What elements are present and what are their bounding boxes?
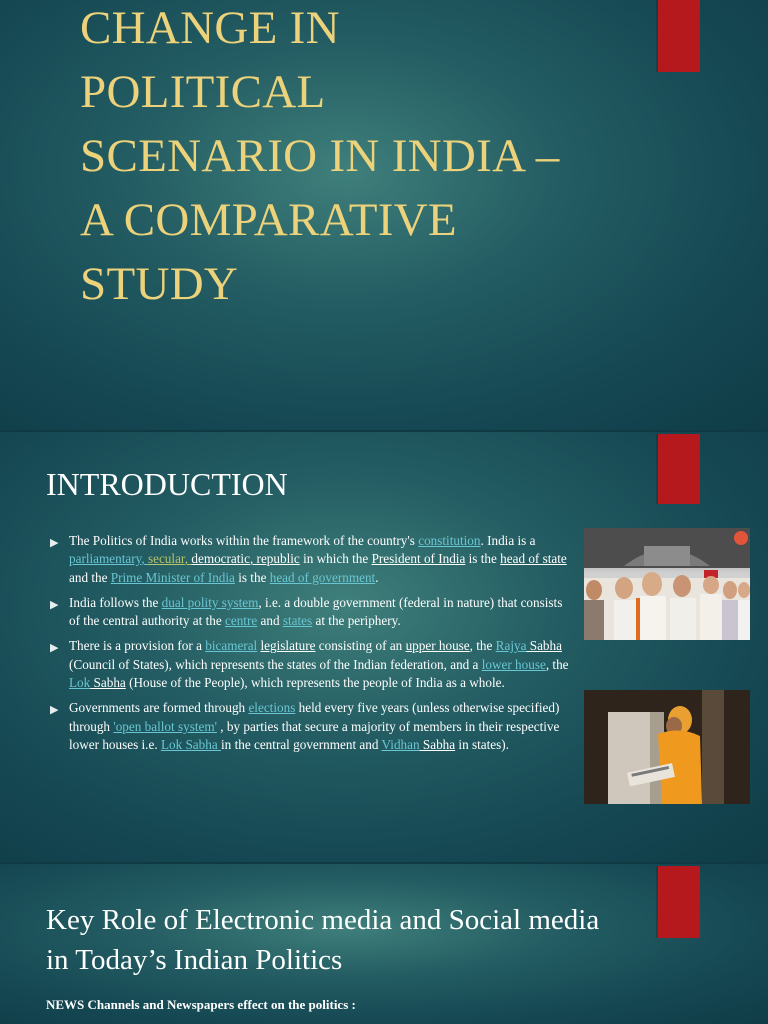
text: in the central government and xyxy=(221,736,382,752)
text: at the periphery. xyxy=(312,613,401,629)
link-upper-house[interactable]: upper house xyxy=(405,638,470,654)
text: and the xyxy=(69,569,111,585)
link-president[interactable]: President of India xyxy=(371,551,466,567)
link-sabha[interactable]: Sabha xyxy=(419,736,456,752)
bullet-arrow-icon: ▶ xyxy=(50,537,59,549)
link-sabha[interactable]: Sabha xyxy=(90,675,126,691)
link-rajya[interactable]: Rajya xyxy=(495,638,527,654)
text: , the xyxy=(469,638,496,654)
link-secular[interactable]: secular xyxy=(147,551,185,567)
title-line: STUDY xyxy=(80,258,239,310)
text: in which the xyxy=(299,551,372,567)
text: The Politics of India works within the framework of the country's xyxy=(69,533,419,548)
bullet-arrow-icon: ▶ xyxy=(50,598,59,611)
bullet-list xyxy=(50,532,570,761)
link-lower-house[interactable]: lower house xyxy=(481,656,546,672)
link-bicameral[interactable]: bicameral xyxy=(205,638,258,654)
text: is the xyxy=(465,551,501,567)
introduction-slide xyxy=(0,432,768,862)
text: India follows the xyxy=(69,594,162,610)
title-line: A COMPARATIVE xyxy=(80,194,457,246)
bullet-item xyxy=(50,532,570,587)
section-subheading: NEWS Channels and Newspapers effect on the politics : xyxy=(46,997,356,1012)
section-heading: INTRODUCTION xyxy=(46,466,288,502)
link-democratic[interactable]: democratic xyxy=(191,551,250,567)
link-open-ballot[interactable]: 'open ballot system' xyxy=(113,718,217,734)
text: , xyxy=(184,551,192,567)
link-republic[interactable]: republic xyxy=(256,551,300,567)
slide-title xyxy=(80,0,640,316)
link-head-of-state[interactable]: head of state xyxy=(500,551,567,567)
text: , i.e. a double government (federal in nature) that consists of the central authority at the xyxy=(69,594,563,629)
link-vidhan[interactable]: Vidhan xyxy=(381,736,420,752)
text: There is a provision for a xyxy=(69,638,206,654)
link-legislature[interactable]: legislature xyxy=(260,638,316,654)
title-line: SCENARIO IN INDIA – xyxy=(80,130,560,182)
red-accent-bar xyxy=(658,866,700,938)
text: and xyxy=(257,613,283,629)
red-accent-bar xyxy=(658,0,700,72)
bullet-item xyxy=(50,594,570,631)
text: , by parties that secure a majority of members in their respective lower houses i.e. xyxy=(69,718,560,752)
link-prime-minister[interactable]: Prime Minister of India xyxy=(110,569,235,585)
text: in states). xyxy=(455,736,509,752)
text: , xyxy=(141,551,148,567)
link-sabha[interactable]: Sabha xyxy=(526,638,562,654)
title-line: POLITICAL xyxy=(80,66,326,118)
link-dual-polity[interactable]: dual polity system xyxy=(161,594,259,610)
link-lok-sabha[interactable]: Lok Sabha xyxy=(160,736,222,752)
politicians-photo xyxy=(584,528,750,640)
bullet-arrow-icon: ▶ xyxy=(50,704,59,717)
title-line: CHANGE IN xyxy=(80,2,340,54)
text: Governments are formed through xyxy=(69,700,249,716)
voting-photo xyxy=(584,690,750,804)
link-parliamentary[interactable]: parliamentary xyxy=(69,551,142,567)
title-slide xyxy=(0,0,768,430)
text: . xyxy=(375,569,379,585)
section-heading: Key Role of Electronic media and Social media in Today’s Indian Politics xyxy=(46,904,600,976)
text: held every five years (unless otherwise specified) through xyxy=(69,700,560,734)
bullet-item xyxy=(50,637,570,692)
text: consisting of an xyxy=(315,638,406,654)
link-constitution[interactable]: constitution xyxy=(418,533,481,548)
link-elections[interactable]: elections xyxy=(248,700,296,716)
bullet-item xyxy=(50,699,570,754)
text: , xyxy=(249,551,257,567)
text: (Council of States), which represents the states of the Indian federation, and a xyxy=(69,656,482,672)
text: (House of the People), which represents the people of India as a whole. xyxy=(125,675,505,691)
link-head-of-government[interactable]: head of government xyxy=(269,569,376,585)
text: , the xyxy=(545,656,569,672)
text: is the xyxy=(234,569,270,585)
media-slide xyxy=(0,864,768,1024)
link-lok[interactable]: Lok xyxy=(69,675,91,691)
link-states[interactable]: states xyxy=(282,613,313,629)
bullet-arrow-icon: ▶ xyxy=(50,642,59,655)
link-centre[interactable]: centre xyxy=(225,613,258,629)
red-accent-bar xyxy=(658,434,700,504)
text: . India is a xyxy=(480,533,536,548)
